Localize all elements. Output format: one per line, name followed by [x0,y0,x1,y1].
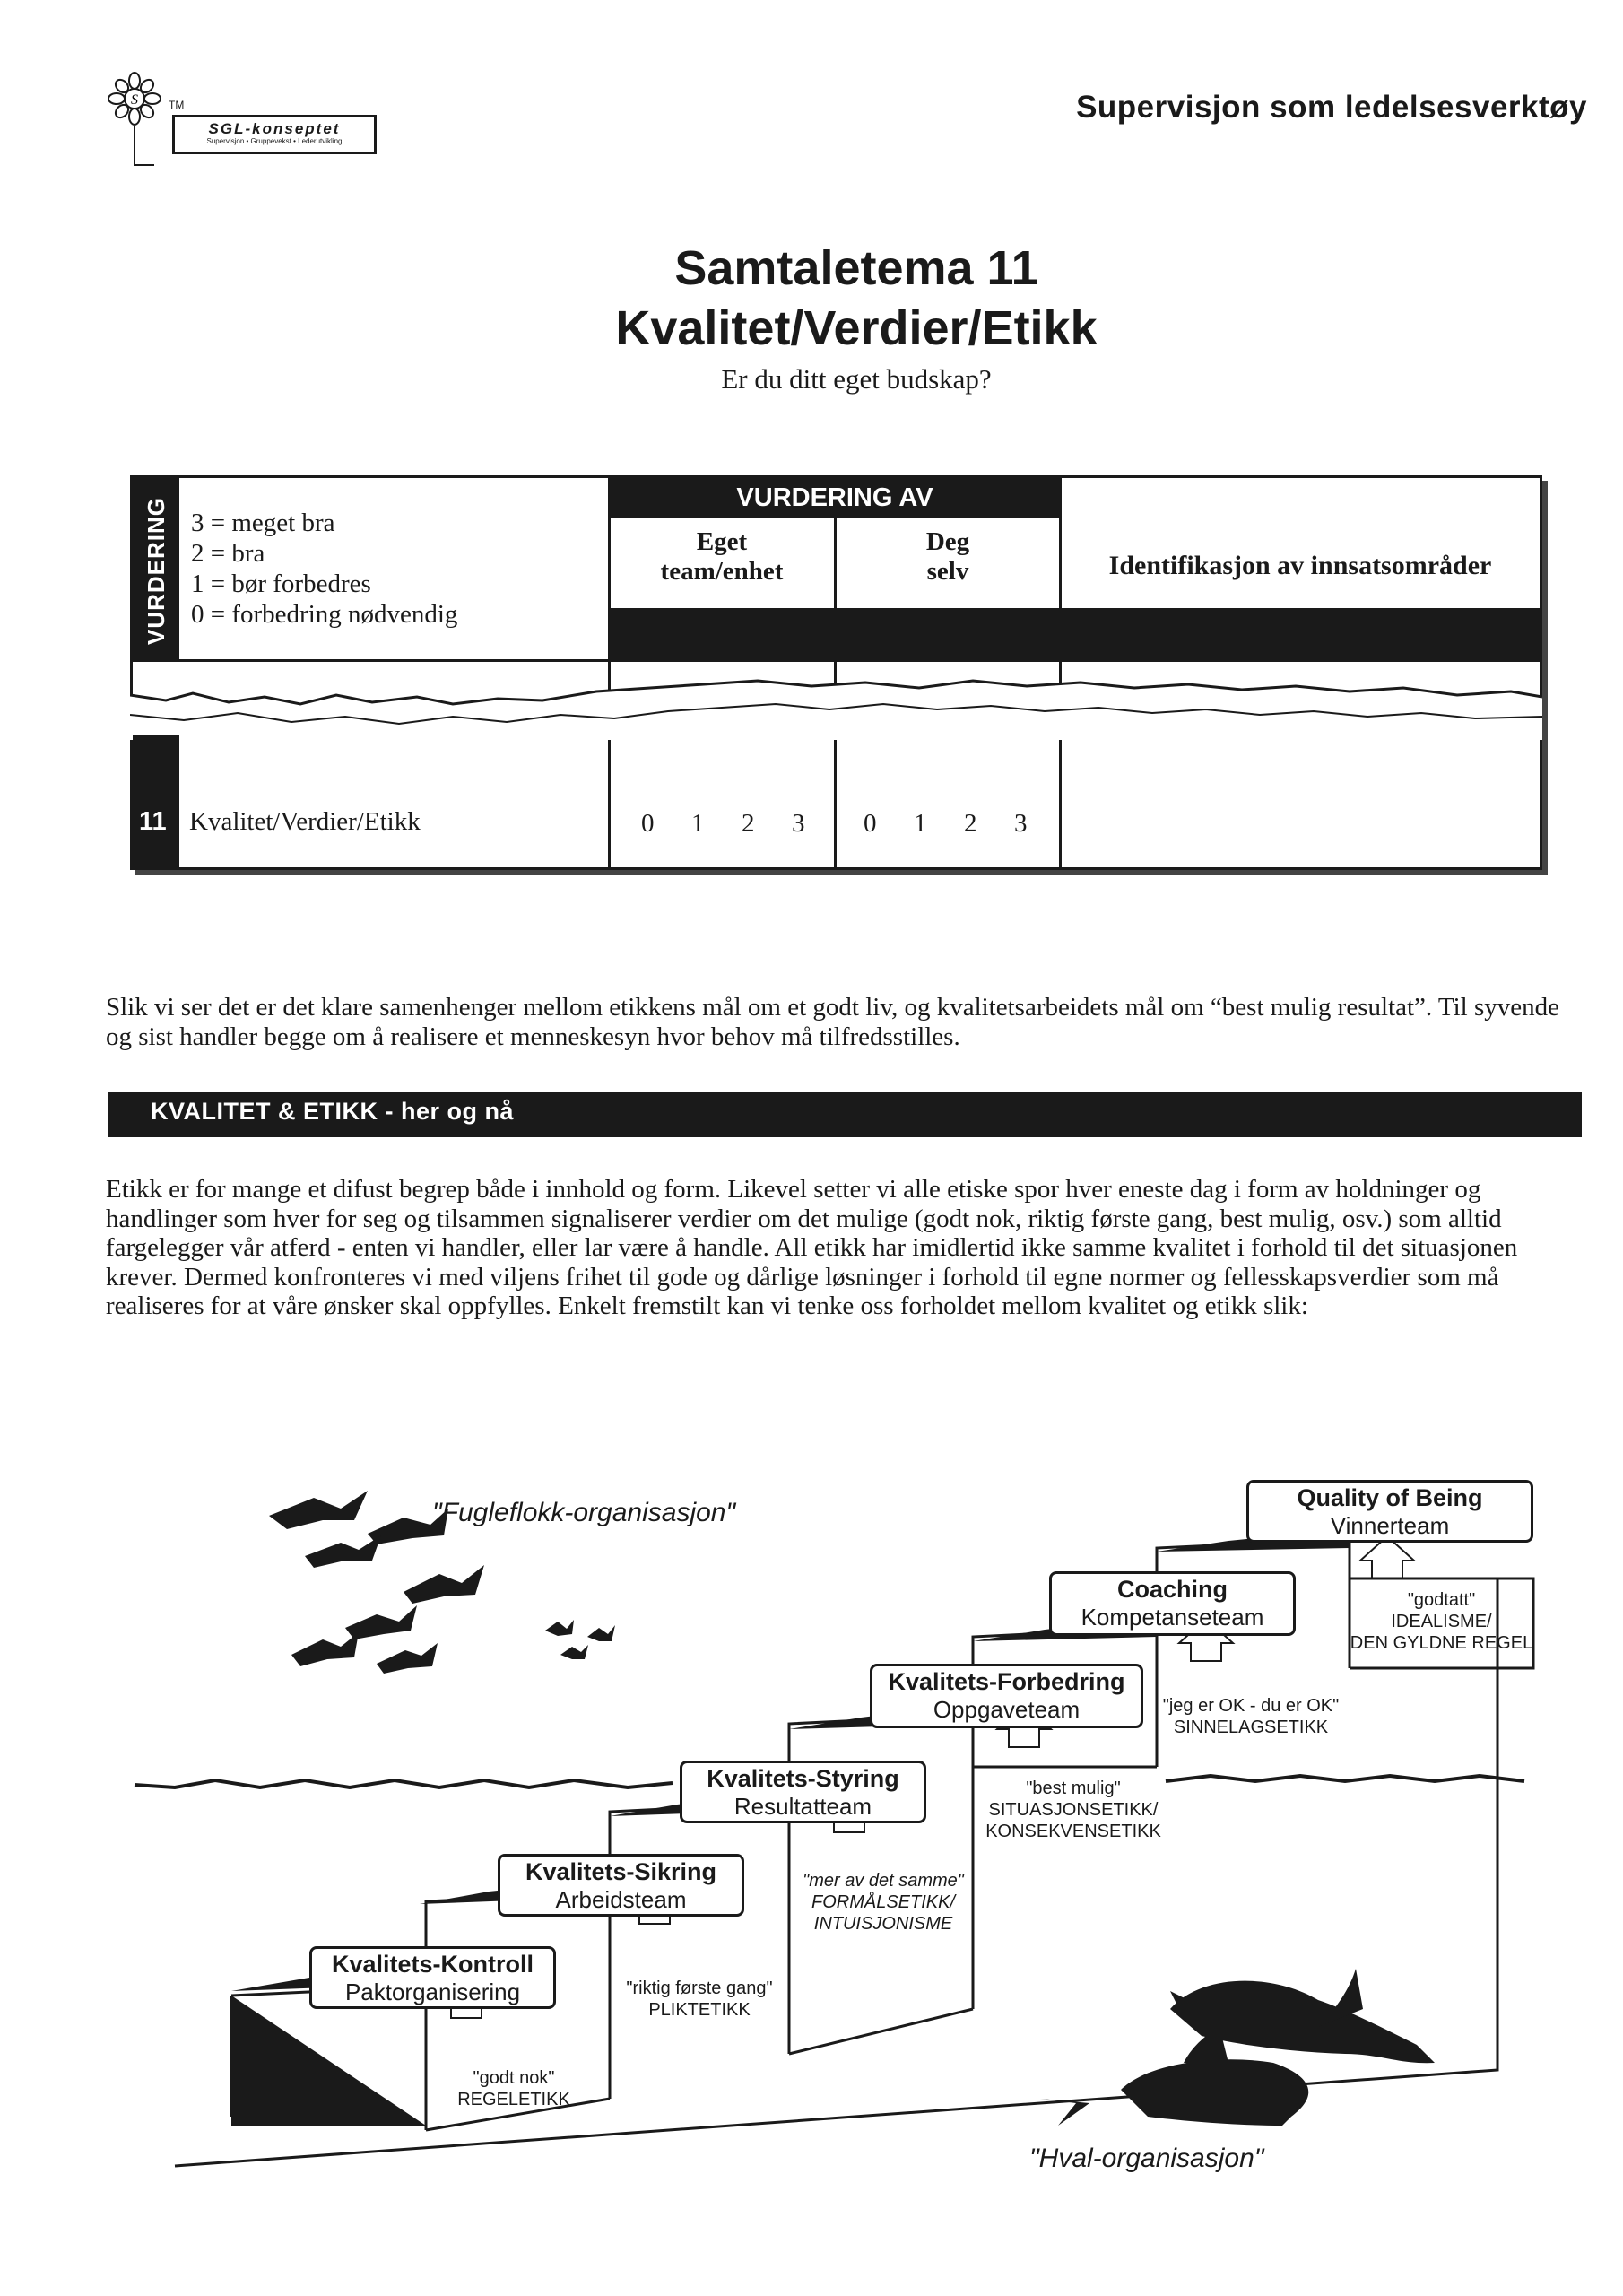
body-paragraph: Etikk er for mange et difust begrep både i innhold og form. Likevel setter vi alle etiske spor hver eneste dag i form av holdninger og handlinger som hver for seg og tilsammen signaliserer verdier om det mulige (godt nok, riktig første gang, best mulig, osv.) som alltid fargelegger vår atferd - enten vi handler, eller lar være å handle. All etikk har imidlertid ikke samme kvalitet i forhold til det situasjonen krever. Dermed konfronteres vi med viljens frihet til gode og dårlige løsninger i forhold til egne normer og fellesskapsverdier som må realiseres for at våre ønsker skal oppfylles. Enkelt fremstilt kan vi tenke oss forholdet mellom kvalitet og etikk slik: [106,1175,1518,1320]
ethics-name: PLIKTETIKK [648,2000,751,2020]
ethics-label-1 [429,2067,599,2110]
score-team-1[interactable]: 1 [691,809,705,838]
torn-paper-icon [130,677,1542,740]
ethics-name: FORMÅLSETIKK/ [811,1892,956,1912]
column-header-line: team/enhet [660,557,784,586]
svg-text:S: S [131,92,138,108]
score-team-0[interactable]: 0 [641,809,655,838]
step-name: Coaching [1116,1576,1228,1603]
step-name: Quality of Being [1297,1484,1483,1511]
score-team-2[interactable]: 2 [742,809,755,838]
rating-side-label: VURDERING [143,497,169,646]
ethics-label-4 [979,1778,1167,1842]
step-box-2 [498,1854,744,1917]
column-header-identification: Identifikasjon av innsatsområder [1108,551,1492,580]
table-divider [130,659,611,662]
logo-name: SGL-konseptet [208,120,341,137]
legend-item: 3 = meget bra [191,509,335,537]
step-name: Kvalitets-Sikring [525,1858,717,1885]
flower-logo-icon [100,72,169,170]
step-name: Kvalitets-Forbedring [888,1668,1125,1695]
staircase-illustration [0,1435,1623,2296]
ethics-name: DEN GYLDNE REGEL [1350,1633,1533,1653]
ethics-name: REGELETIKK [457,2090,570,2109]
score-self-2[interactable]: 2 [964,809,977,838]
column-header-line: selv [926,557,969,586]
column-header-self [837,518,1059,608]
step-team: Resultatteam [733,1793,872,1820]
legend-item: 2 = bra [191,539,265,568]
section-heading-bar [108,1092,1582,1137]
ethics-quote: "godt nok" [473,2068,555,2088]
legend-item: 1 = bør forbedres [191,570,371,598]
step-team: Arbeidsteam [555,1886,687,1913]
ethics-name: SITUASJONSETIKK/ [988,1800,1159,1820]
score-team-3[interactable]: 3 [792,809,805,838]
step-box-3 [680,1761,926,1823]
sgl-logo [100,72,387,170]
logo-nameplate [172,115,377,154]
ethics-label-5 [1157,1695,1345,1738]
step-name: Kvalitets-Styring [707,1765,899,1792]
step-name: Kvalitets-Kontroll [331,1951,534,1978]
ethics-name: INTUISJONISME [813,1914,953,1934]
page-title-topic: Kvalitet/Verdier/Etikk [615,301,1098,355]
ethics-name: KONSEKVENSETIKK [985,1822,1161,1841]
trademark-mark: TM [169,99,185,111]
page-title: Samtaletema 11 [674,241,1038,295]
section-heading: KVALITET & ETIKK - her og nå [151,1098,514,1125]
quality-ethics-diagram [0,1435,1623,2296]
ethics-label-2 [610,1978,789,2021]
step-team: Paktorganisering [344,1979,521,2005]
column-header-team [611,518,833,608]
ethics-quote: "riktig første gang" [626,1979,773,1998]
ethics-label-3 [789,1870,977,1935]
rating-table [130,475,1542,870]
score-self-0[interactable]: 0 [864,809,877,838]
ethics-label-6 [1350,1589,1533,1654]
table-divider [608,475,611,870]
ethics-name: SINNELAGSETIKK [1173,1718,1329,1737]
intro-paragraph: Slik vi ser det er det klare samenhenger mellom etikkens mål om et godt liv, og kvalitetsarbeidets mål om “best mulig resultat”. Til syvende og sist handler begge om å realisere et menneskesyn hvor behov må tilfredsstilles. [106,993,1559,1051]
step-team: Kompetanseteam [1081,1604,1264,1631]
step-box-6 [1246,1480,1533,1543]
ethics-name: IDEALISME/ [1391,1612,1492,1631]
rating-side-bar [133,478,179,662]
ethics-quote: "jeg er OK - du er OK" [1162,1696,1340,1716]
column-header-line: Deg [925,527,970,556]
document-title: Supervisjon som ledelsesverktøy [1076,90,1587,125]
ethics-quote: "best mulig" [1026,1779,1121,1798]
rating-legend [191,508,457,630]
row-label: Kvalitet/Verdier/Etikk [189,807,421,836]
row-number: 11 [139,807,167,836]
rating-group-header: VURDERING AV [611,475,1059,518]
whales-icon [1040,1969,1435,2126]
header-black-band [611,608,1540,662]
score-self-3[interactable]: 3 [1014,809,1028,838]
step-box-4 [870,1664,1143,1728]
whale-organisation-label: "Hval-organisasjon" [1029,2144,1264,2173]
score-self-1[interactable]: 1 [914,809,927,838]
legend-item: 0 = forbedring nødvendig [191,600,458,629]
table-divider [1059,475,1062,870]
step-box-1 [309,1946,556,2009]
row-number-bar [133,735,179,867]
bird-organisation-label: "Fugleflokk-organisasjon" [432,1498,736,1527]
ethics-quote: "godtatt" [1407,1590,1476,1610]
ethics-quote: "mer av det samme" [803,1871,964,1891]
step-team: Oppgaveteam [933,1696,1081,1723]
page-subtitle: Er du ditt eget budskap? [721,363,992,395]
column-header-line: Eget [696,527,748,556]
step-box-5 [1049,1571,1296,1636]
step-team: Vinnerteam [1330,1512,1450,1539]
logo-tagline: Supervisjon • Gruppevekst • Lederutvikling [206,137,343,145]
